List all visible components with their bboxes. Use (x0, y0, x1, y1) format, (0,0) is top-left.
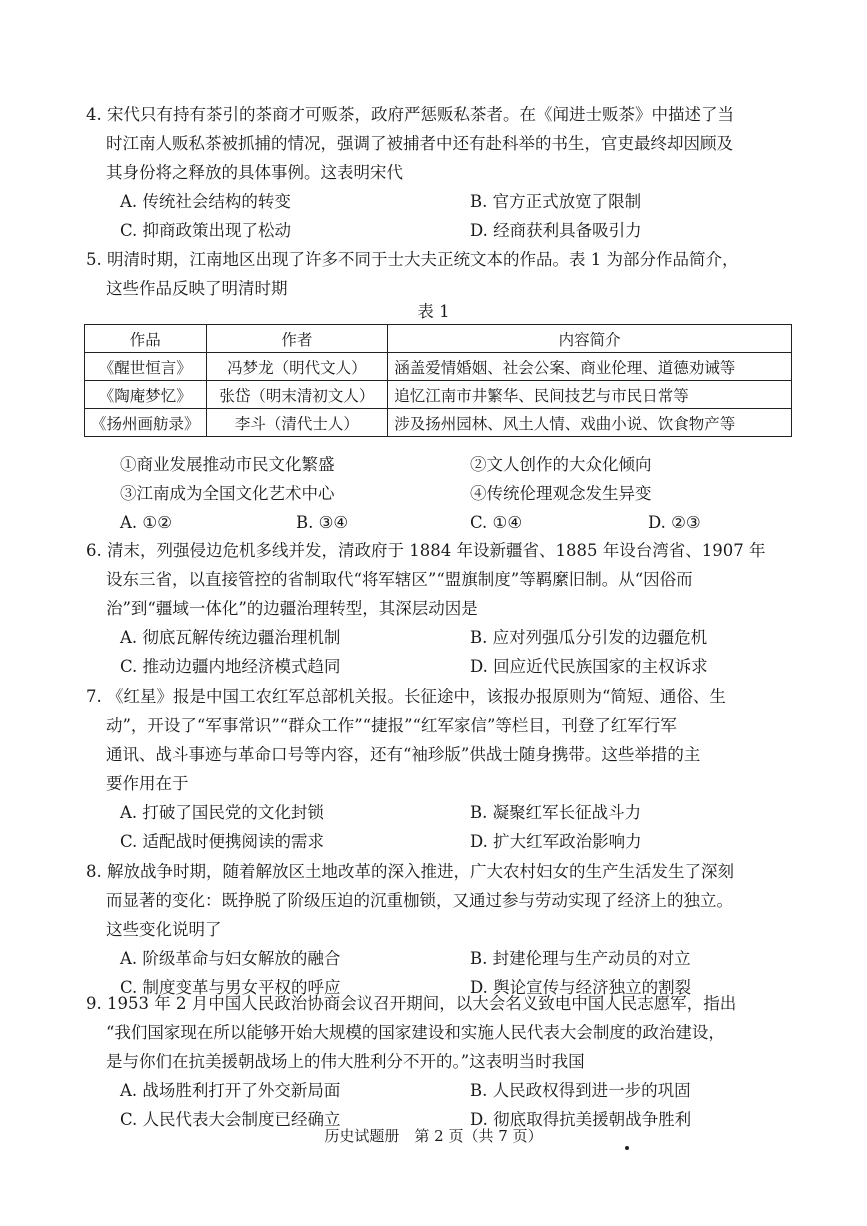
option-b[interactable]: B. 人民政权得到进一步的巩固 (470, 1081, 691, 1100)
option-d[interactable]: D. 扩大红军政治影响力 (470, 832, 642, 851)
statement-4: ④传统伦理观念发生异变 (470, 484, 652, 503)
question-9-line-1: 9. 1953 年 2 月中国人民政治协商会议召开期间，以大会名义致电中国人民志愿军，指出 (86, 994, 737, 1013)
question-7-line-3: 通讯、战斗事迹与革命口号等内容，还有“袖珍版”供战士随身携带。这些举措的主 (106, 745, 701, 764)
question-9-line-2: “我们国家现在所以能够开始大规模的国家建设和实施人民代表大会制度的政治建设， (106, 1023, 725, 1042)
cell-summary: 追忆江南市井繁华、民间技艺与市民日常等 (388, 381, 792, 409)
statement-2: ②文人创作的大众化倾向 (470, 455, 652, 474)
option-c[interactable]: C. ①④ (470, 513, 523, 532)
question-4-line-1: 4. 宋代只有持有茶引的茶商才可贩茶，政府严惩贩私茶者。在《闻进士贩茶》中描述了当 (86, 105, 734, 124)
table-row (85, 353, 792, 381)
cell-summary: 涉及扬州园林、风土人情、戏曲小说、饮食物产等 (388, 409, 792, 437)
option-a[interactable]: A. 传统社会结构的转变 (120, 192, 291, 211)
table-row (85, 409, 792, 437)
option-b[interactable]: B. ③④ (296, 513, 349, 532)
option-b[interactable]: B. 官方正式放宽了限制 (470, 192, 642, 211)
works-table (84, 324, 792, 437)
question-9 (86, 989, 776, 1134)
question-4-line-2: 时江南人贩私茶被抓捕的情况，强调了被捕者中还有赴科举的书生，官吏最终却因顾及 (106, 134, 733, 153)
option-d[interactable]: D. 舆论宣传与经济独立的割裂 (470, 978, 692, 997)
question-5 (86, 245, 776, 303)
option-d[interactable]: D. 回应近代民族国家的主权诉求 (470, 657, 708, 676)
question-8-line-3: 这些变化说明了 (106, 920, 222, 939)
statements-row-2 (86, 479, 776, 508)
question-7-line-1: 7. 《红星》报是中国工农红军总部机关报。长征途中，该报办报原则为“简短、通俗、生 (86, 687, 726, 706)
option-c[interactable]: C. 人民代表大会制度已经确立 (120, 1110, 341, 1129)
print-dot (625, 1146, 629, 1150)
question-7 (86, 682, 776, 856)
cell-author: 李斗（清代士人） (206, 409, 388, 437)
cell-author: 张岱（明末清初文人） (206, 381, 388, 409)
question-8-options-row-1 (86, 944, 776, 973)
question-7-options-row-1 (86, 798, 776, 827)
question-7-line-4: 要作用在于 (106, 774, 189, 793)
page-footer: 历史试题册 第 2 页（共 7 页） (324, 1127, 543, 1145)
option-b[interactable]: B. 封建伦理与生产动员的对立 (470, 949, 691, 968)
option-d[interactable]: D. ②③ (648, 513, 701, 532)
question-5-statements (86, 450, 776, 537)
table-caption: 表 1 (417, 302, 450, 321)
option-a[interactable]: A. 彻底瓦解传统边疆治理机制 (120, 628, 341, 647)
option-c[interactable]: C. 抑商政策出现了松动 (120, 221, 292, 240)
cell-work: 《扬州画舫录》 (85, 409, 207, 437)
option-a[interactable]: A. 打破了国民党的文化封锁 (120, 803, 324, 822)
option-b[interactable]: B. 凝聚红军长征战斗力 (470, 803, 642, 822)
question-4 (86, 100, 776, 245)
question-5-options (86, 508, 776, 537)
question-8-line-2: 而显著的变化：既挣脱了阶级压迫的沉重枷锁，又通过参与劳动实现了经济上的独立。 (106, 891, 733, 910)
statement-3: ③江南成为全国文化艺术中心 (120, 484, 335, 503)
question-6-line-2: 设东三省，以直接管控的省制取代“将军辖区”“盟旗制度”等羁縻旧制。从“因俗而 (106, 570, 693, 589)
cell-work: 《醒世恒言》 (85, 353, 207, 381)
question-6-line-1: 6. 清末，列强侵边危机多线并发，清政府于 1884 年设新疆省、1885 年设台湾省、1907 年 (86, 541, 766, 560)
cell-work: 《陶庵梦忆》 (85, 381, 207, 409)
option-c[interactable]: C. 制度变革与男女平权的呼应 (120, 978, 341, 997)
question-5-line-1: 5. 明清时期，江南地区出现了许多不同于士大夫正统文本的作品。表 1 为部分作品简介， (86, 250, 739, 269)
option-d[interactable]: D. 经商获利具备吸引力 (470, 221, 642, 240)
question-6-options-row-1 (86, 623, 776, 652)
question-6 (86, 536, 776, 681)
option-d[interactable]: D. 彻底取得抗美援朝战争胜利 (470, 1110, 692, 1129)
option-a[interactable]: A. 战场胜利打开了外交新局面 (120, 1081, 341, 1100)
option-c[interactable]: C. 推动边疆内地经济模式趋同 (120, 657, 341, 676)
cell-summary: 涵盖爱情婚姻、社会公案、商业伦理、道德劝诫等 (388, 353, 792, 381)
question-9-options-row-1 (86, 1076, 776, 1105)
question-6-line-3: 治”到“疆域一体化”的边疆治理转型，其深层动因是 (106, 599, 478, 618)
option-b[interactable]: B. 应对列强瓜分引发的边疆危机 (470, 628, 708, 647)
header-author: 作者 (206, 325, 388, 353)
question-7-line-2: 动”，开设了“军事常识”“群众工作”“捷报”“红军家信”等栏目，刊登了红军行军 (106, 716, 677, 735)
header-summary: 内容简介 (388, 325, 792, 353)
question-8 (86, 857, 776, 1002)
question-7-options-row-2 (86, 827, 776, 856)
statement-1: ①商业发展推动市民文化繁盛 (120, 455, 335, 474)
question-5-line-2: 这些作品反映了明清时期 (106, 279, 288, 298)
question-4-options-row-2 (86, 216, 776, 245)
question-4-line-3: 其身份将之释放的具体事例。这表明宋代 (106, 163, 403, 182)
question-9-line-3: 是与你们在抗美援朝战场上的伟大胜利分不开的。”这表明当时我国 (106, 1052, 585, 1071)
question-8-line-1: 8. 解放战争时期，随着解放区土地改革的深入推进，广大农村妇女的生产生活发生了深刻 (86, 862, 734, 881)
option-a[interactable]: A. ①② (120, 513, 172, 532)
statements-row-1 (86, 450, 776, 479)
header-work: 作品 (85, 325, 207, 353)
option-a[interactable]: A. 阶级革命与妇女解放的融合 (120, 949, 341, 968)
question-6-options-row-2 (86, 652, 776, 681)
option-c[interactable]: C. 适配战时便携阅读的需求 (120, 832, 325, 851)
table-header-row (85, 325, 792, 353)
table-row (85, 381, 792, 409)
question-4-options-row-1 (86, 187, 776, 216)
cell-author: 冯梦龙（明代文人） (206, 353, 388, 381)
